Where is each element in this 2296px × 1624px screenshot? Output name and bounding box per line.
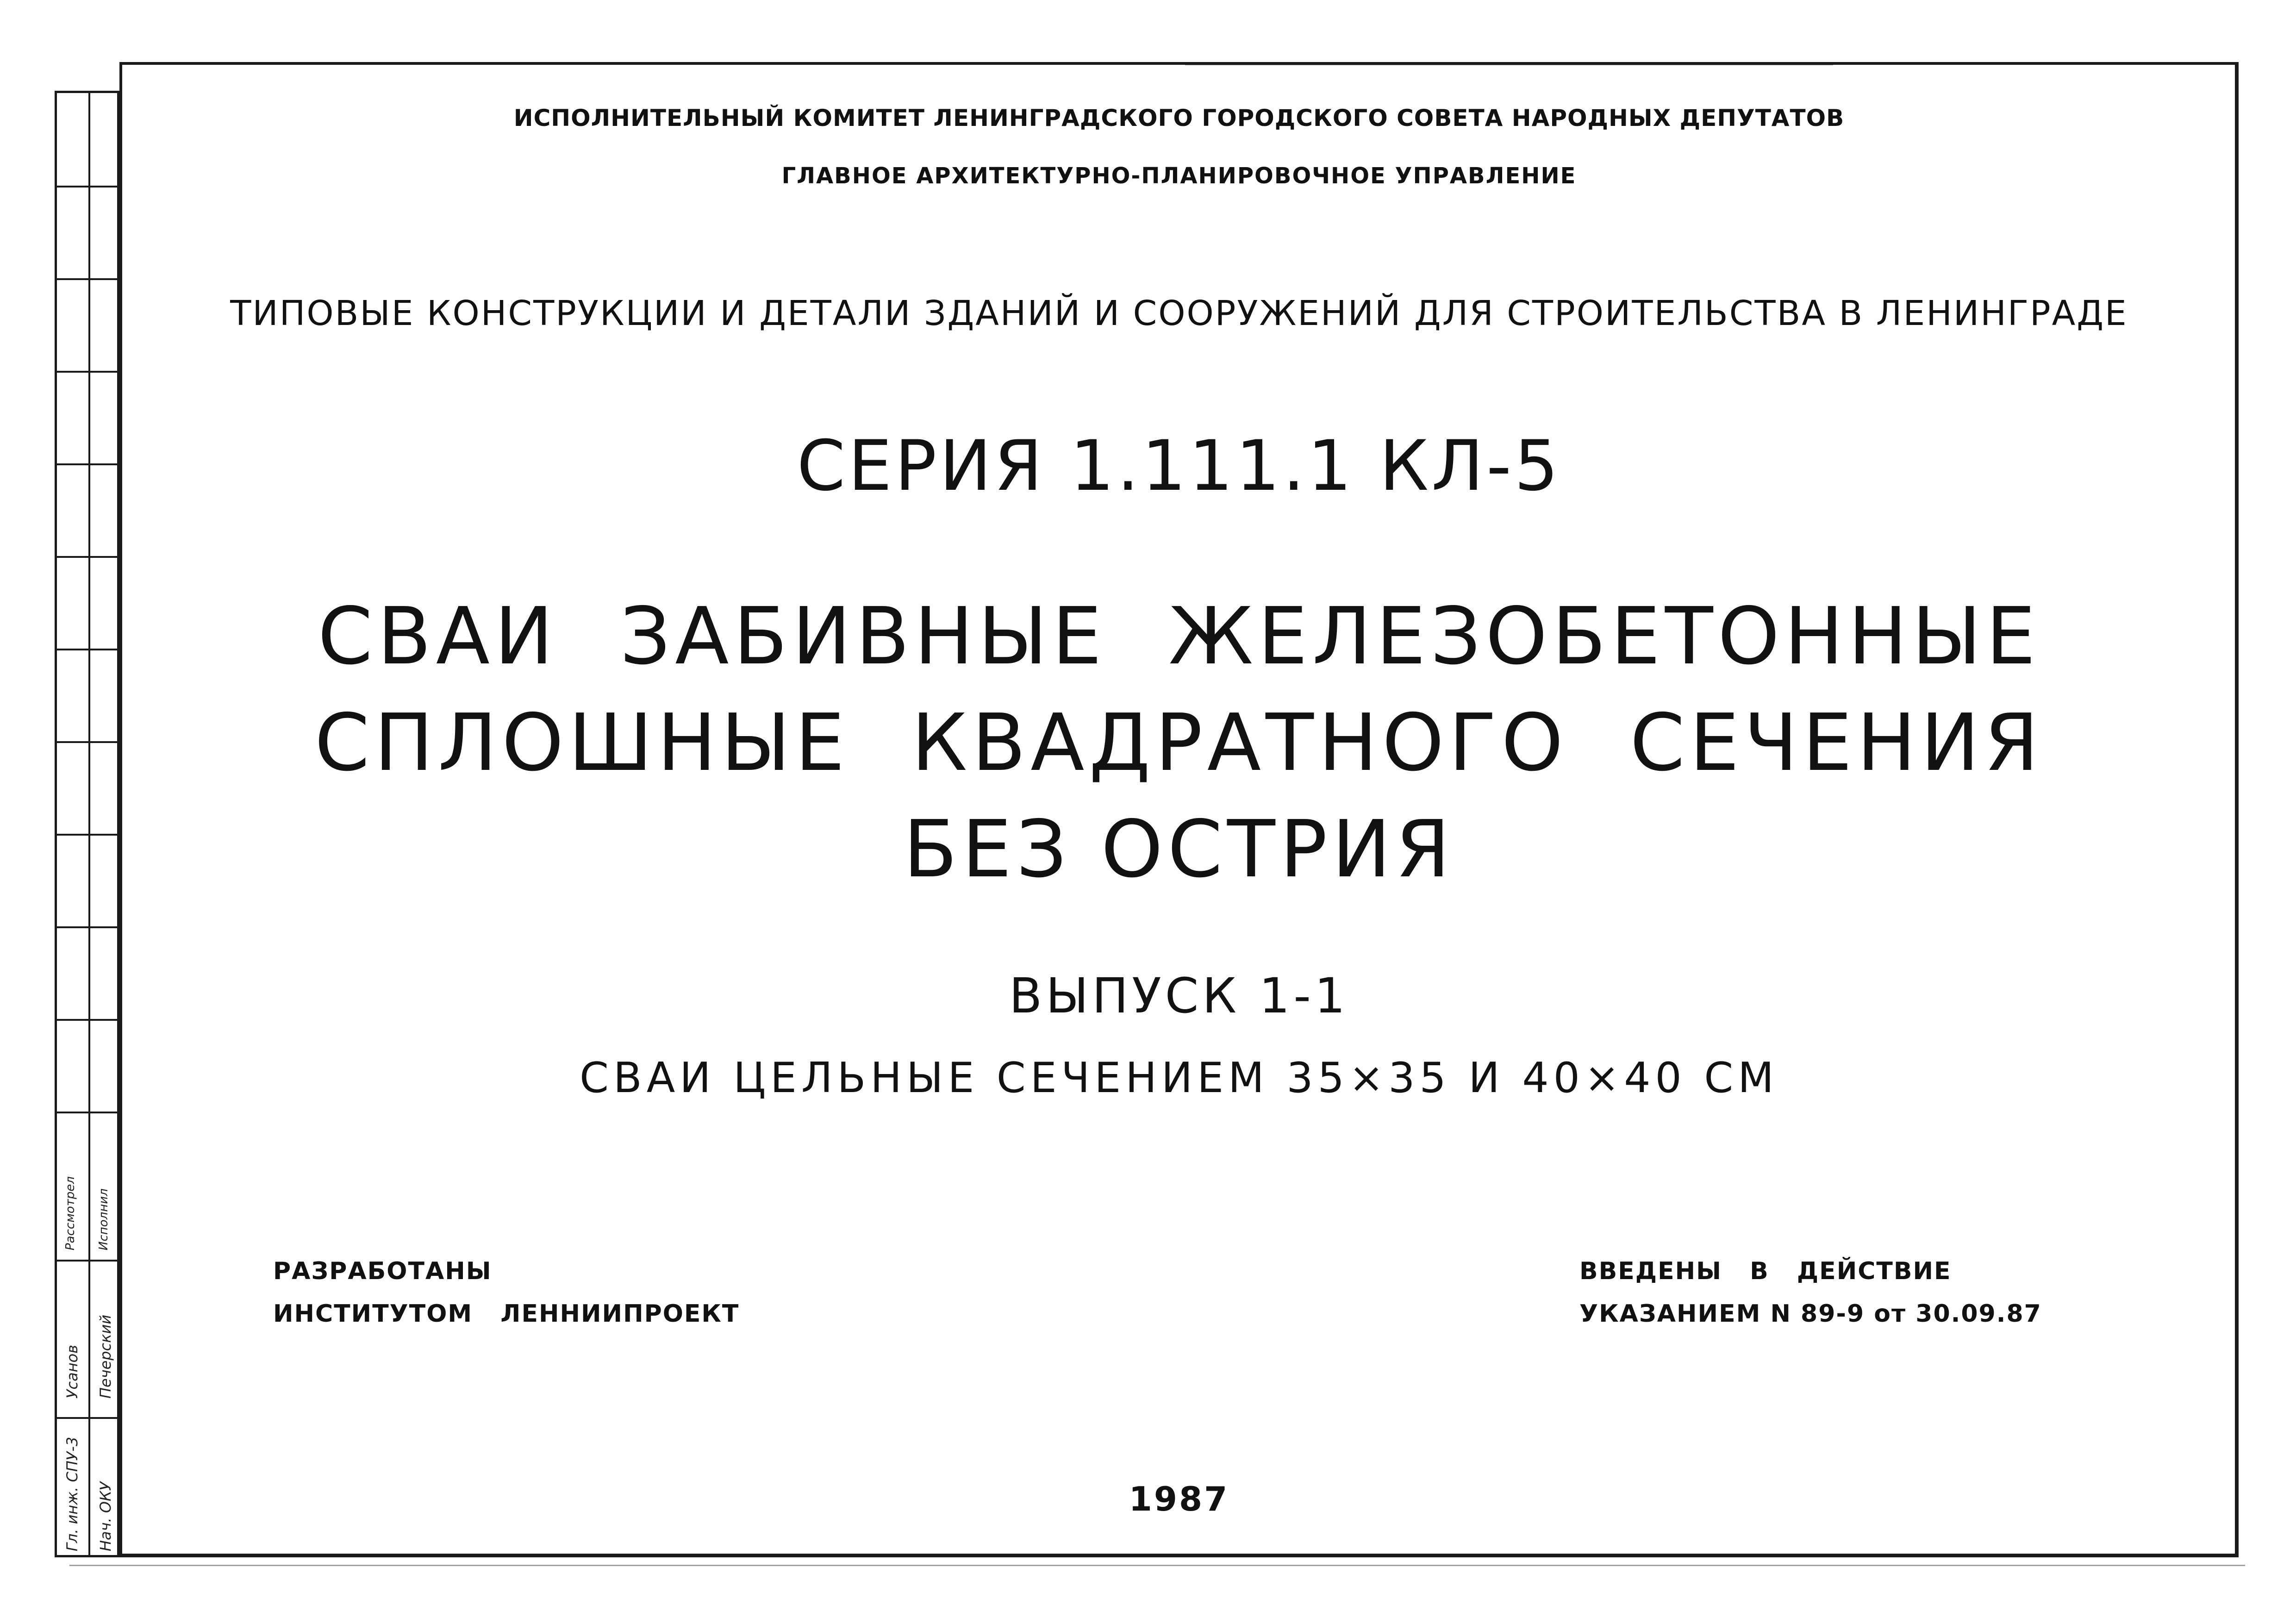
strip-cell-line xyxy=(90,556,122,558)
strip-cell-line xyxy=(57,1417,88,1419)
organization-header: ИСПОЛНИТЕЛЬНЫЙ КОМИТЕТ ЛЕНИНГРАДСКОГО ГОРОДСКОГО СОВЕТА НАРОДНЫХ ДЕПУТАТОВ xyxy=(513,105,1845,131)
strip-cell-line xyxy=(90,926,122,928)
collection-header: ТИПОВЫЕ КОНСТРУКЦИИ И ДЕТАЛИ ЗДАНИЙ И СООРУЖЕНИЙ ДЛЯ СТРОИТЕЛЬСТВА В ЛЕНИНГРАДЕ xyxy=(230,294,2128,333)
department-header: ГЛАВНОЕ АРХИТЕКТУРНО-ПЛАНИРОВОЧНОЕ УПРАВЛЕНИЕ xyxy=(781,163,1577,189)
strip-cell-line xyxy=(57,649,88,650)
approval-stamp-strip xyxy=(55,91,119,1557)
series-title: СЕРИЯ 1.111.1 КЛ-5 xyxy=(797,426,1561,506)
strip-cell-line xyxy=(90,834,122,836)
strip-cell-line xyxy=(57,463,88,465)
strip-cell-line xyxy=(57,834,88,836)
strip-cell-line xyxy=(90,278,122,280)
issue-number: ВЫПУСК 1-1 xyxy=(1009,968,1349,1024)
strip-cell-line xyxy=(57,1112,88,1113)
strip-cell-line xyxy=(57,186,88,187)
document-title-line2: СПЛОШНЫЕ КВАДРАТНОГО СЕЧЕНИЯ xyxy=(314,697,2044,789)
strip-cell-line xyxy=(57,556,88,558)
enactment-decree: УКАЗАНИЕМ N 89-9 от 30.09.87 xyxy=(1579,1300,2042,1328)
strip-cell-line xyxy=(90,371,122,373)
stamp-row1-label: Гл. инж. СПУ-3 xyxy=(63,1437,81,1551)
developer-label: РАЗРАБОТАНЫ xyxy=(273,1257,492,1285)
strip-cell-line xyxy=(90,649,122,650)
strip-cell-line xyxy=(57,741,88,743)
publication-year: 1987 xyxy=(1129,1480,1229,1518)
enactment-label: ВВЕДЕНЫ В ДЕЙСТВИЕ xyxy=(1579,1257,1952,1285)
strip-cell-line xyxy=(90,1112,122,1113)
developer-block xyxy=(273,1250,739,1335)
strip-cell-line xyxy=(57,371,88,373)
strip-cell-line xyxy=(90,741,122,743)
strip-cell-line xyxy=(90,463,122,465)
developer-name: ИНСТИТУТОМ ЛЕННИИПРОЕКТ xyxy=(273,1300,740,1328)
enactment-block xyxy=(1579,1250,2042,1335)
document-title-line3: БЕЗ ОСТРИЯ xyxy=(903,804,1455,895)
document-subtitle: СВАИ ЦЕЛЬНЫЕ СЕЧЕНИЕМ 35×35 И 40×40 СМ xyxy=(580,1054,1778,1102)
strip-cell-line xyxy=(57,1260,88,1262)
strip-cell-line xyxy=(90,1417,122,1419)
document-title-line1: СВАИ ЗАБИВНЫЕ ЖЕЛЕЗОБЕТОННЫЕ xyxy=(318,591,2040,682)
strip-divider xyxy=(88,93,90,1555)
strip-cell-line xyxy=(90,1019,122,1021)
stamp-row2-role: Исполнил xyxy=(97,1188,111,1250)
scan-artifact-line xyxy=(1185,64,1833,65)
strip-cell-line xyxy=(57,278,88,280)
stamp-row2-label: Нач. ОКУ xyxy=(97,1481,114,1551)
strip-cell-line xyxy=(57,1019,88,1021)
strip-cell-line xyxy=(90,186,122,187)
strip-cell-line xyxy=(90,1260,122,1262)
scan-artifact-line xyxy=(69,1565,2245,1566)
strip-cell-line xyxy=(57,926,88,928)
stamp-row2-name: Печерский xyxy=(97,1314,114,1399)
stamp-row1-name: Усанов xyxy=(63,1344,81,1399)
stamp-row1-role: Рассмотрел xyxy=(63,1176,77,1250)
